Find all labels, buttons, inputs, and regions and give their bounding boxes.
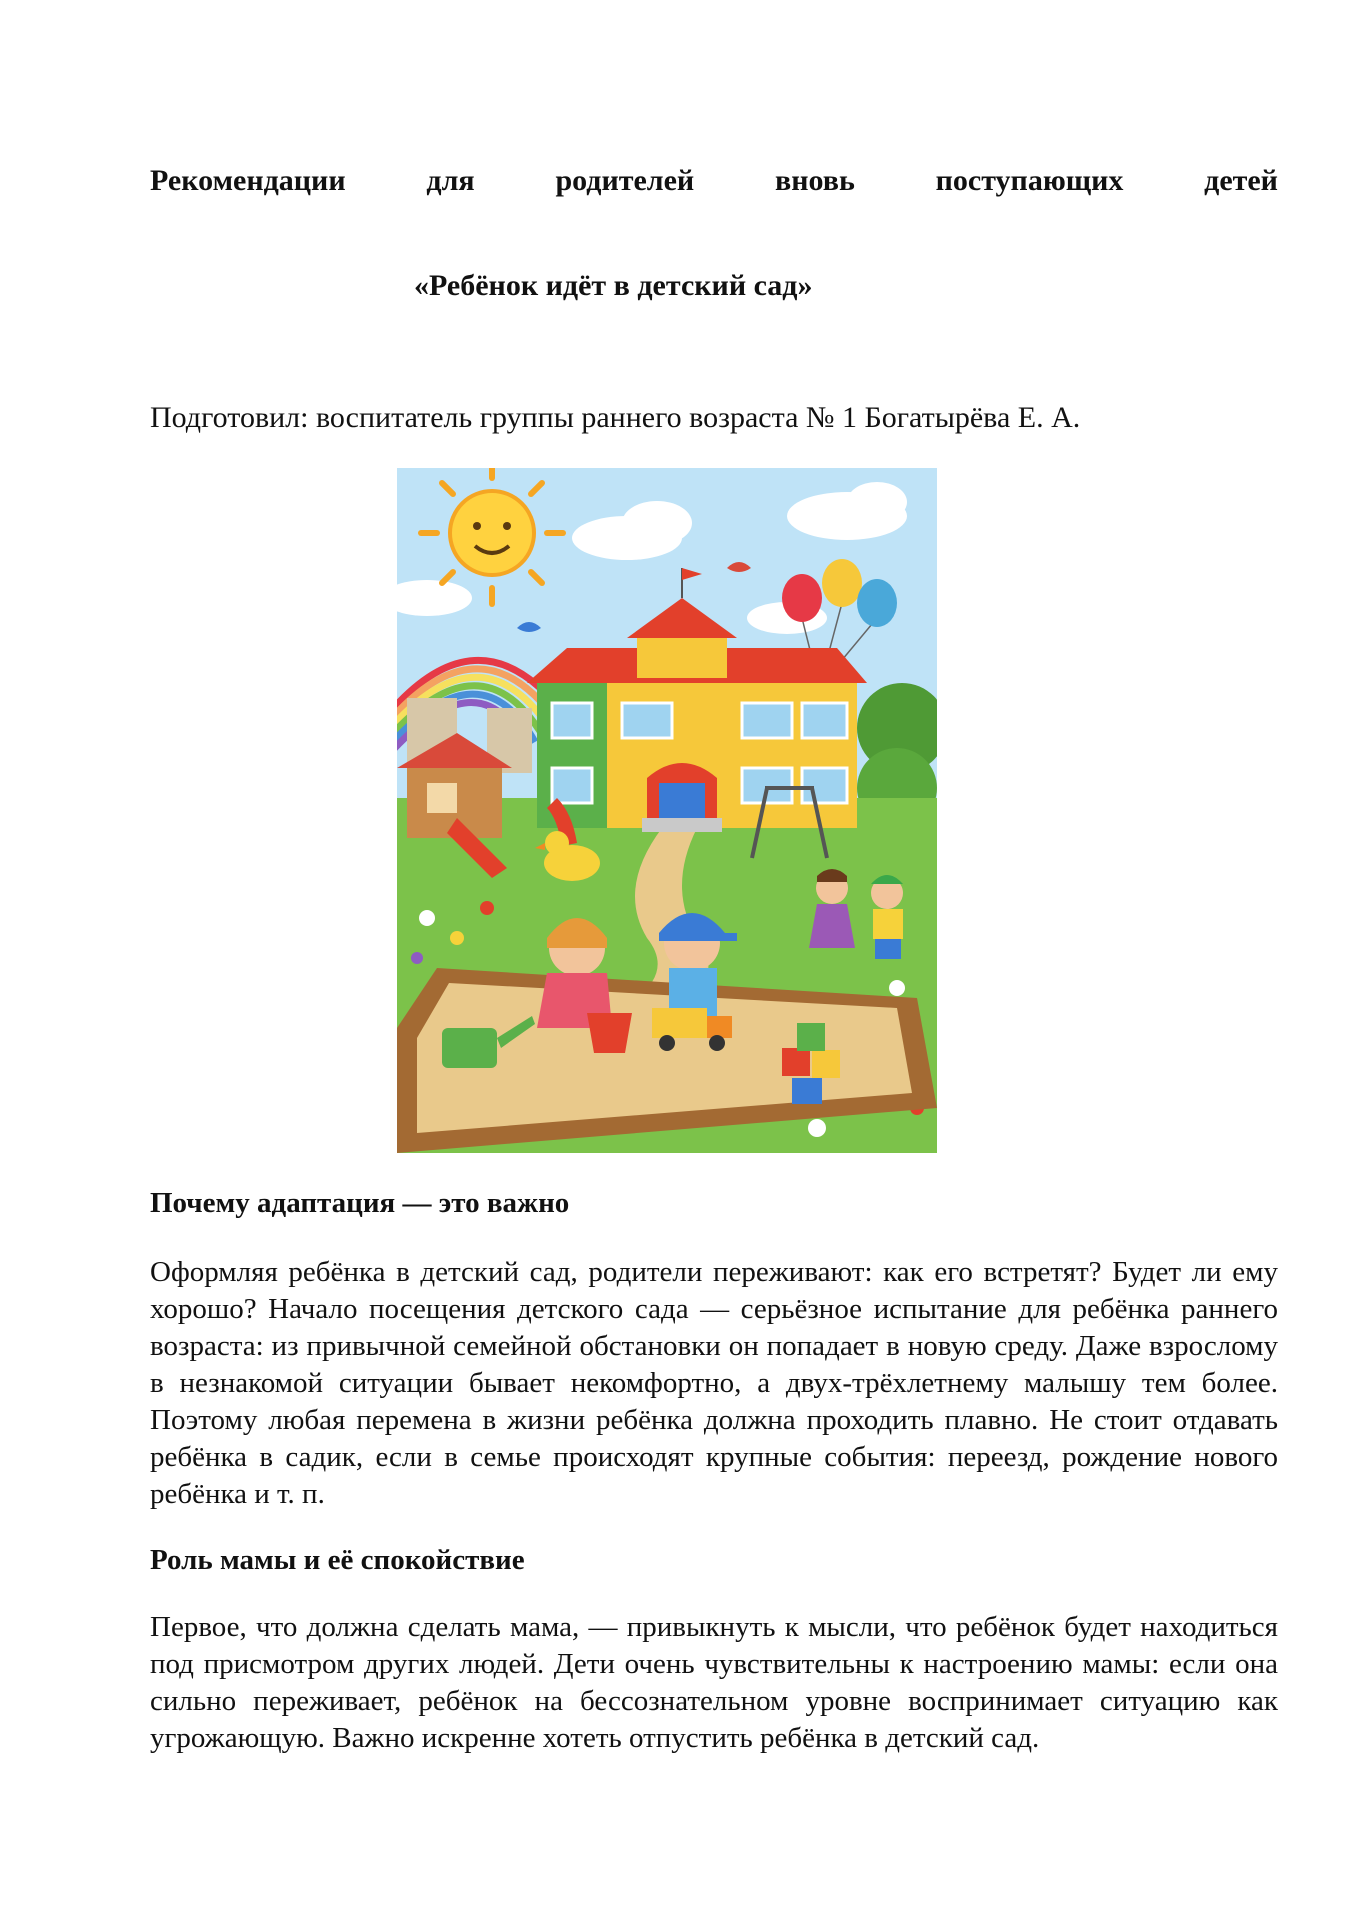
title-word: вновь — [775, 164, 855, 197]
title-word: для — [426, 164, 475, 197]
section-heading: Роль мамы и её спокойствие — [150, 1544, 525, 1576]
title-word: Рекомендации — [150, 164, 346, 197]
section-paragraph: Оформляя ребёнка в детский сад, родители переживают: как его встретят? Будет ли ему хорошо? Начало посещения детского сада — серьёзное испытание для ребёнка раннего возраста: из привычной семейной обстановки он попадает в новую среду. Даже взрослому в незнакомой ситуации бывает некомфортно, а двух-трёхлетнему малышу тем более. Поэтому любая перемена в жизни ребёнка должна проходить плавно. Не стоит отдавать ребёнка в садик, если в семье происходят крупные события: переезд, рождение нового ребёнка и т. п. — [150, 1256, 1278, 1510]
title-word: поступающих — [935, 164, 1124, 197]
title-word: детей — [1204, 164, 1278, 197]
title-word: родителей — [555, 164, 695, 197]
section-paragraph: Первое, что должна сделать мама, — привыкнуть к мысли, что ребёнок будет находиться под присмотром других людей. Дети очень чувствительны к настроению мамы: если она сильно переживает, ребёнок на бессознательном уровне воспринимает ситуацию как угрожающую. Важно искренне хотеть отпустить ребёнка в детский сад. — [150, 1611, 1278, 1754]
kindergarten-illustration — [397, 468, 937, 1153]
section-heading: Почему адаптация — это важно — [150, 1187, 570, 1219]
document-title — [150, 161, 1278, 201]
author-line: Подготовил: воспитатель группы раннего возраста № 1 Богатырёва Е. А. — [150, 401, 1081, 434]
document-subtitle: «Ребёнок идёт в детский сад» — [414, 269, 813, 302]
